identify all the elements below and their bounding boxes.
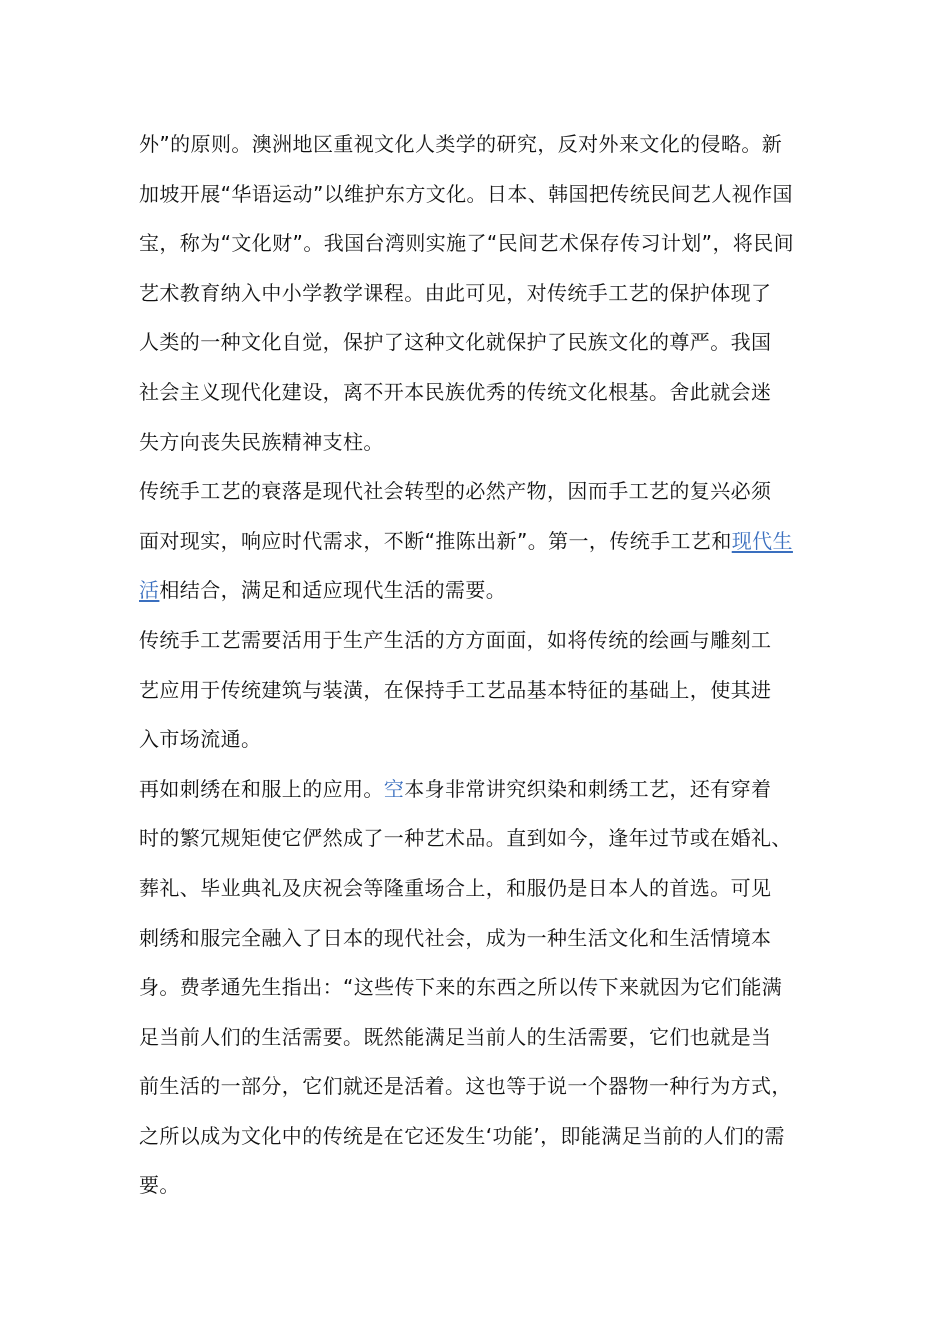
text-line: 身。费孝通先生指出：“这些传下来的东西之所以传下来就因为它们能满 (139, 975, 783, 1000)
text-line: 艺应用于传统建筑与装潢，在保持手工艺品基本特征的基础上，使其进 (139, 677, 772, 702)
text-line: 宝，称为“文化财”。我国台湾则实施了“民间艺术保存传习计划”，将民间 (139, 231, 795, 256)
text-line: 传统手工艺需要活用于生产生活的方方面面，如将传统的绘画与雕刻工 (139, 627, 772, 652)
modern-life-link[interactable]: 现代生 (731, 528, 793, 553)
text-line: 前生活的一部分，它们就还是活着。这也等于说一个器物一种行为方式， (139, 1074, 792, 1099)
text-line: 要。 (139, 1173, 180, 1198)
paragraph-4 (139, 765, 829, 1211)
text-line: 刺绣和服完全融入了日本的现代社会，成为一种生活文化和生活情境本 (139, 925, 772, 950)
paragraph-3 (139, 616, 829, 765)
text-line (139, 765, 829, 815)
text-line: 葬礼、毕业典礼及庆祝会等隆重场合上，和服仍是日本人的首选。可见 (139, 875, 772, 900)
text-line: 失方向丧失民族精神支柱。 (139, 429, 384, 454)
paragraph-1 (139, 120, 829, 467)
text-line: 之所以成为文化中的传统是在它还发生‘功能’，即能满足当前的人们的需 (139, 1123, 785, 1148)
text-segment: 面对现实，响应时代需求，不断“推陈出新”。第一，传统手工艺和 (139, 528, 732, 553)
text-line: 时的繁冗规矩使它俨然成了一种艺术品。直到如今，逢年过节或在婚礼、 (139, 826, 792, 851)
text-line: 社会主义现代化建设，离不开本民族优秀的传统文化根基。舍此就会迷 (139, 379, 772, 404)
text-line: 人类的一种文化自觉，保护了这种文化就保护了民族文化的尊严。我国 (139, 330, 772, 355)
text-segment: 本身非常讲究织染和刺绣工艺，还有穿着 (404, 776, 772, 801)
text-segment: 相结合，满足和适应现代生活的需要。 (159, 578, 507, 603)
text-segment: 再如刺绣在和服上的应用。 (139, 776, 384, 801)
text-line: 外”的原则。澳洲地区重视文化人类学的研究，反对外来文化的侵略。新 (139, 132, 783, 156)
text-line: 足当前人们的生活需要。既然能满足当前人的生活需要，它们也就是当 (139, 1024, 772, 1049)
paragraph-2 (139, 467, 829, 616)
kimono-link[interactable]: 空 (383, 776, 405, 801)
document-page (139, 120, 829, 1211)
text-line (139, 517, 829, 567)
text-line: 入市场流通。 (139, 727, 262, 752)
text-line: 艺术教育纳入中小学教学课程。由此可见，对传统手工艺的保护体现了 (139, 280, 772, 305)
text-line (139, 566, 829, 616)
modern-life-link-continued[interactable]: 活 (139, 578, 160, 603)
text-line: 传统手工艺的衰落是现代社会转型的必然产物，因而手工艺的复兴必须 (139, 479, 772, 504)
text-line: 加坡开展“华语运动”以维护东方文化。日本、韩国把传统民间艺人视作国 (139, 181, 793, 206)
